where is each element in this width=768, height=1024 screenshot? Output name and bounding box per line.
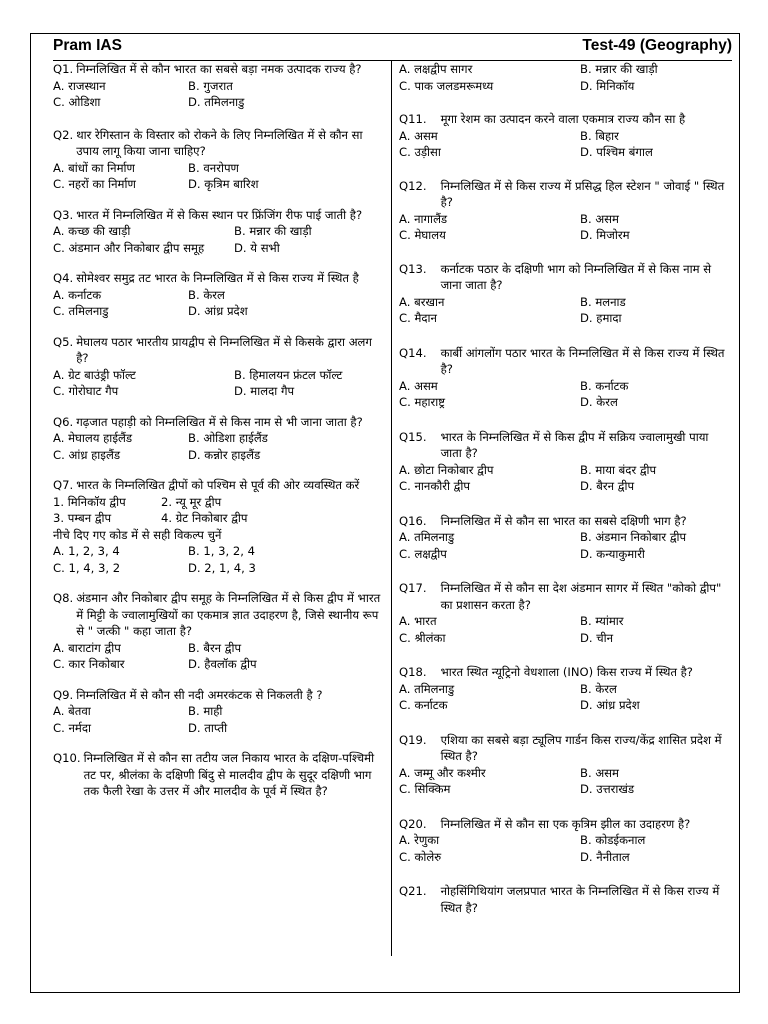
option: D. बैरन द्वीप [580, 479, 635, 493]
option: B. बैरन द्वीप [188, 640, 242, 655]
option: B. ओडिशा हाईलैंड [188, 431, 268, 445]
option: C. मेघालय [399, 228, 446, 242]
question-stem: थार रेगिस्तान के विस्तार को रोकने के लिए निम्नलिखित में से कौन सा उपाय लागू किया जाना चाहिए? [76, 127, 363, 158]
question-block [53, 127, 387, 193]
question-number: Q16. [399, 513, 427, 528]
option-row [53, 703, 387, 720]
option: C. पाक जलडमरूमध्य [399, 78, 494, 93]
question-number: Q12. [399, 178, 427, 193]
option-row [399, 765, 731, 782]
question-number: Q2. [53, 127, 74, 142]
option-row [53, 720, 387, 737]
option-row [53, 78, 387, 95]
option: D. कन्नोर हाइलैंड [188, 447, 261, 462]
question-block [53, 687, 387, 737]
question-text [399, 513, 731, 530]
list-item: 3. पम्बन द्वीप [53, 511, 112, 525]
question-stem: निम्नलिखित में से कौन सा देश अंडमान सागर में स्थित "कोको द्वीप" का प्रशासन करता है? [440, 581, 722, 612]
option: A. बांधों का निर्माण [53, 160, 135, 175]
question-number: Q21. [399, 884, 427, 898]
question-block [399, 513, 731, 563]
option: B. कर्नाटक [580, 378, 629, 393]
option: D. कन्याकुमारी [580, 546, 645, 561]
option: A. बरखान [399, 294, 445, 309]
question-number: Q11. [399, 112, 427, 126]
question-block [53, 334, 387, 400]
question-text [53, 750, 387, 800]
option-row [53, 223, 387, 240]
question-stem: भारत के निम्नलिखित द्वीपों को पश्चिम से पूर्व की ओर व्यवस्थित करें [76, 478, 360, 492]
question-text [399, 580, 731, 613]
question-block [399, 345, 731, 411]
option: D. हमादा [580, 311, 622, 325]
option-row [399, 310, 731, 327]
option: B. असम [580, 211, 619, 226]
question-block [399, 580, 731, 646]
option: A. बाराटांग द्वीप [53, 640, 121, 655]
option: D. आंध्र प्रदेश [188, 304, 248, 318]
question-stem: भारत स्थित न्यूट्रिनो वेधशाला (INO) किस राज्य में स्थित है? [440, 665, 693, 679]
option-row [399, 378, 731, 395]
question-stem: नोहसिंगिथियांग जलप्रपात भारत के निम्नलिखित में से किस राज्य में स्थित है? [440, 884, 720, 915]
option: C. मैदान [399, 311, 437, 325]
question-text [399, 732, 731, 765]
question-text [399, 429, 731, 462]
question-stem: निम्नलिखित में से कौन सा एक कृत्रिम झील का उदाहरण है? [440, 816, 691, 831]
option-row [399, 211, 731, 228]
question-text [53, 207, 387, 224]
option: B. वनरोपण [188, 160, 239, 175]
option: B. केरल [580, 681, 617, 696]
option: A. तमिलनाडु [399, 681, 455, 696]
column-divider [391, 61, 392, 956]
option-row [53, 240, 387, 257]
option-row [399, 630, 731, 647]
option: A. नागालैंड [399, 211, 448, 226]
option: D. मालदा गैप [234, 384, 295, 398]
question-block [53, 414, 387, 464]
question-block [53, 270, 387, 320]
option-row [53, 656, 387, 673]
left-column [53, 61, 387, 800]
item-row [53, 510, 387, 527]
question-block [399, 664, 731, 714]
option: B. मन्नार की खाड़ी [580, 62, 658, 76]
option: D. नैनीताल [580, 849, 630, 864]
option-row [399, 128, 731, 145]
option: D. केरल [580, 395, 618, 409]
option: D. मिनिकॉय [580, 78, 635, 93]
option: B. म्यांमार [580, 614, 624, 628]
question-block [399, 111, 731, 161]
option-row [399, 78, 731, 95]
option-row [399, 832, 731, 849]
option-row [53, 447, 387, 464]
option-row [399, 61, 731, 78]
question-block [53, 750, 387, 800]
question-text [53, 590, 387, 640]
option: C. नानकौरी द्वीप [399, 479, 470, 493]
question-stem: निम्नलिखित में से कौन भारत का सबसे बड़ा नमक उत्पादक राज्य है? [76, 62, 362, 76]
option-row [53, 640, 387, 657]
question-stem: निम्नलिखित में से कौन सा भारत का सबसे दक्षिणी भाग है? [440, 513, 687, 528]
option: B. माया बंदर द्वीप [580, 462, 657, 477]
question-number: Q8. [53, 591, 74, 605]
question-number: Q14. [399, 345, 427, 360]
question-stem: गढ़जात पहाड़ी को निम्नलिखित में से किस नाम से भी जाना जाता है? [76, 414, 363, 429]
option-row [53, 383, 387, 400]
question-stem: भारत के निम्नलिखित में से किस द्वीप में सक्रिय ज्वालामुखी पाया जाता है? [440, 429, 709, 460]
question-block [399, 61, 731, 94]
right-column [399, 61, 731, 916]
instruction-text: नीचे दिए गए कोड में से सही विकल्प चुनें [53, 527, 222, 542]
option-row [399, 546, 731, 563]
option: A. लक्षद्वीप सागर [399, 62, 473, 76]
question-stem: भारत में निम्नलिखित में से किस स्थान पर फ्रिंजिंग रीफ पाई जाती है? [76, 207, 363, 222]
option-row [399, 697, 731, 714]
question-stem: निम्नलिखित में से कौन सा तटीय जल निकाय भारत के दक्षिण-पश्चिमी तट पर, श्रीलंका के दक्षिणी बिंदु से मालदीव द्वीप के सुदूर दक्षिणी भाग तक फैली रेखा के उत्तर में और मालदीव के पूर्व में स्थित है? [83, 751, 375, 798]
option: C. 1, 4, 3, 2 [53, 560, 121, 575]
question-text [399, 345, 731, 378]
option: A. भारत [399, 614, 437, 628]
option-row [399, 849, 731, 866]
option: B. केरल [188, 287, 225, 302]
option: D. उत्तराखंड [580, 782, 635, 796]
option-row [53, 176, 387, 193]
list-item: 1. मिनिकॉय द्वीप [53, 494, 126, 509]
list-item: 2. न्यू मूर द्वीप [161, 494, 222, 509]
question-number: Q1. [53, 62, 74, 76]
item-row [53, 494, 387, 511]
option: C. उड़ीसा [399, 145, 441, 159]
option: B. माही [188, 704, 223, 718]
option: D. तमिलनाडु [188, 95, 245, 109]
question-block [399, 883, 731, 916]
question-number: Q19. [399, 732, 427, 747]
option: A. असम [399, 128, 438, 143]
option-row [53, 160, 387, 177]
option-row [399, 394, 731, 411]
question-text [53, 477, 387, 494]
question-stem: अंडमान और निकोबार द्वीप समूह के निम्नलिखित में से किस द्वीप में भारत में मिट्टी के ज्वालामुखियों का एकमात्र ज्ञात उदाहरण है, जिसे स्थानीय रूप से " जत्की " कहा जाता है? [76, 591, 381, 638]
question-text [53, 334, 387, 367]
option-row [53, 94, 387, 111]
option: B. बिहार [580, 128, 619, 143]
question-text [53, 61, 387, 78]
option: C. अंडमान और निकोबार द्वीप समूह [53, 240, 205, 255]
page-header [53, 37, 732, 59]
question-block [399, 261, 731, 327]
option: D. कृत्रिम बारिश [188, 177, 259, 191]
option: B. असम [580, 765, 619, 780]
question-stem: सोमेश्वर समुद्र तट भारत के निम्नलिखित में से किस राज्य में स्थित है [76, 271, 359, 285]
option: D. चीन [580, 630, 614, 645]
question-block [53, 61, 387, 111]
option: C. सिक्किम [399, 782, 451, 796]
option: C. आंध्र हाइलैंड [53, 447, 121, 462]
question-text [399, 664, 731, 681]
option: D. पश्चिम बंगाल [580, 145, 653, 159]
list-item: 4. ग्रेट निकोबार द्वीप [161, 511, 248, 525]
option: A. रेणुका [399, 833, 440, 847]
option: C. नर्मदा [53, 720, 91, 735]
option: A. असम [399, 378, 438, 393]
question-number: Q18. [399, 665, 427, 679]
option: B. 1, 3, 2, 4 [188, 544, 255, 558]
question-number: Q3. [53, 207, 74, 222]
question-number: Q7. [53, 478, 74, 492]
question-text [53, 687, 387, 704]
option: C. श्रीलंका [399, 630, 446, 645]
question-block [53, 477, 387, 576]
option-row [53, 430, 387, 447]
question-number: Q17. [399, 581, 427, 595]
question-text [399, 883, 731, 916]
option-row [399, 478, 731, 495]
option-row [399, 462, 731, 479]
test-title: Test-49 (Geography) [582, 37, 732, 54]
option-row [399, 681, 731, 698]
option-row [53, 543, 387, 560]
question-number: Q15. [399, 429, 427, 444]
institute-name: Pram IAS [53, 37, 122, 54]
option: B. मलनाड [580, 294, 626, 309]
option-row [399, 781, 731, 798]
option: A. छोटा निकोबार द्वीप [399, 462, 494, 477]
option: A. ग्रेट बाउंड्री फॉल्ट [53, 367, 136, 382]
question-stem: मेघालय पठार भारतीय प्रायद्वीप से निम्नलिखित में से किसके द्वारा अलग है? [76, 334, 372, 365]
option-row [399, 529, 731, 546]
option: C. कर्नाटक [399, 698, 448, 712]
question-text [53, 414, 387, 431]
option: D. 2, 1, 4, 3 [188, 560, 256, 575]
option-row [399, 144, 731, 161]
option: B. हिमालयन फ्रंटल फॉल्ट [234, 367, 343, 382]
option: A. 1, 2, 3, 4 [53, 544, 120, 558]
option: B. अंडमान निकोबार द्वीप [580, 530, 687, 544]
question-stem: निम्नलिखित में से किस राज्य में प्रसिद्ध हिल स्टेशन " जोवाई " स्थित है? [440, 178, 725, 209]
question-stem: कर्नाटक पठार के दक्षिणी भाग को निम्नलिखित में से किस नाम से जाना जाता है? [440, 261, 712, 292]
question-text [399, 178, 731, 211]
option: A. बेतवा [53, 704, 91, 718]
option: C. कार निकोबार [53, 657, 125, 671]
question-number: Q10. [53, 751, 81, 765]
question-block [399, 816, 731, 866]
question-text [399, 261, 731, 294]
option: D. ताप्ती [188, 720, 228, 735]
option: C. कोलेरु [399, 849, 442, 864]
question-stem: एशिया का सबसे बड़ा ट्यूलिप गार्डन किस राज्य/केंद्र शासित प्रदेश में स्थित है? [440, 732, 722, 763]
option: C. तमिलनाडु [53, 304, 109, 318]
option: A. राजस्थान [53, 78, 106, 93]
option: C. महाराष्ट्र [399, 395, 446, 409]
option: A. मेघालय हाईलैंड [53, 431, 133, 445]
question-block [399, 178, 731, 244]
option-row [53, 303, 387, 320]
option: B. गुजरात [188, 78, 233, 93]
option: D. हैवलॉक द्वीप [188, 657, 257, 671]
question-text [53, 270, 387, 287]
option: A. तमिलनाडु [399, 530, 455, 544]
question-stem: मूगा रेशम का उत्पादन करने वाला एकमात्र राज्य कौन सा है [440, 112, 686, 126]
question-number: Q6. [53, 414, 74, 429]
question-block [399, 429, 731, 495]
question-number: Q4. [53, 271, 74, 285]
question-block [53, 207, 387, 257]
question-text [53, 127, 387, 160]
option: C. ओडिशा [53, 95, 101, 109]
option: B. मन्नार की खाड़ी [234, 224, 312, 238]
question-block [399, 732, 731, 798]
option: D. ये सभी [234, 240, 280, 255]
question-stem: निम्नलिखित में से कौन सी नदी अमरकंटक से निकलती है ? [76, 687, 323, 702]
option-row [53, 287, 387, 304]
option: B. कोडईकनाल [580, 833, 646, 847]
question-number: Q9. [53, 687, 74, 702]
option: D. आंध्र प्रदेश [580, 698, 640, 712]
option: C. नहरों का निर्माण [53, 177, 136, 191]
option-row [399, 227, 731, 244]
option-row [399, 294, 731, 311]
option: C. गोरोघाट गैप [53, 384, 119, 398]
question-number: Q13. [399, 261, 427, 276]
option: C. लक्षद्वीप [399, 546, 447, 561]
option: A. कच्छ की खाड़ी [53, 224, 131, 238]
question-number: Q20. [399, 816, 427, 831]
option: D. मिजोरम [580, 228, 630, 242]
option-row [53, 367, 387, 384]
question-stem: कार्बी आंगलोंग पठार भारत के निम्नलिखित में से किस राज्य में स्थित है? [440, 345, 725, 376]
option: A. जम्मू और कश्मीर [399, 765, 486, 780]
question-text [399, 111, 731, 128]
question-number: Q5. [53, 334, 74, 349]
question-text [399, 816, 731, 833]
option-row [53, 560, 387, 577]
option: A. कर्नाटक [53, 287, 102, 302]
question-block [53, 590, 387, 673]
option-row [399, 613, 731, 630]
